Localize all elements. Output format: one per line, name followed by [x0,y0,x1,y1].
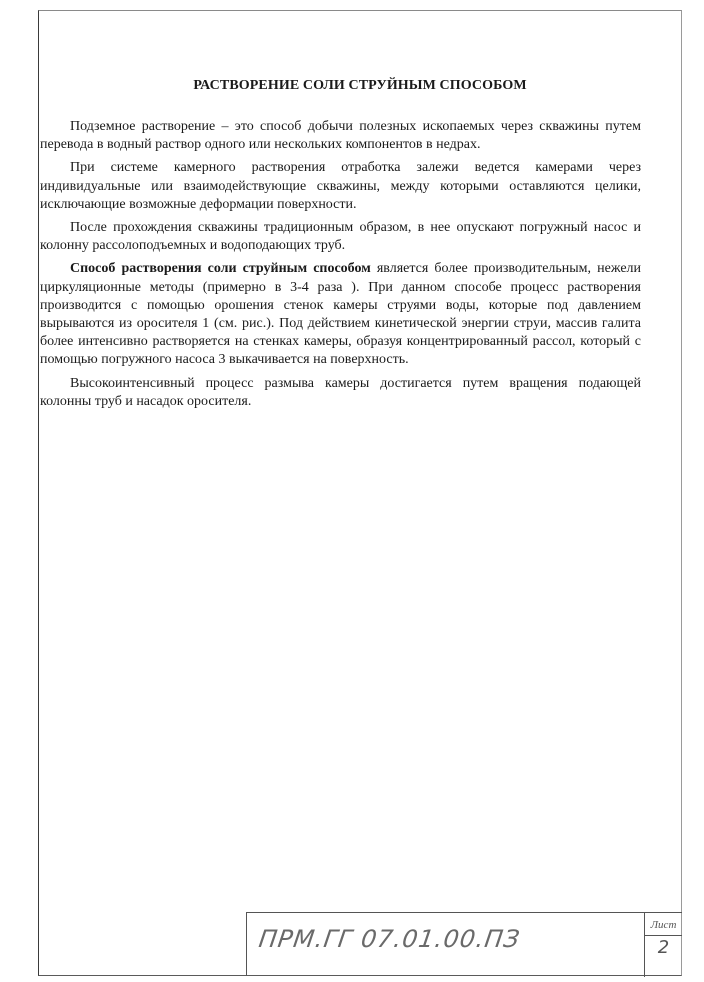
document-title: РАСТВОРЕНИЕ СОЛИ СТРУЙНЫМ СПОСОБОМ [193,78,527,93]
paragraph-4 [40,260,641,369]
title-block-stamp [246,912,682,976]
sheet-number: 2 [657,937,670,958]
paragraph-2: При системе камерного растворения отработка залежи ведется камерами через индивидуальные или взаимодействующие скважины, между которыми оставляются целики, исключающие возможные деформации поверхности. [40,160,641,212]
sheet-cell [644,913,682,977]
paragraph-4-text: является более производительным, нежели циркуляционные методы (примерно в 3-4 раза ). При данном способе процесс растворения производится с помощью орошения стенок камеры струями воды, которые под давлением вырываются из оросителя 1 (см. рис.). Под действием кинетической энергии струи, массив галита более интенсивно растворяется на стенках камеры, образуя концентрированный рассол, который с помощью погружного насоса 3 выкачивается на поверхность. [40,261,642,368]
sheet-label: Лист [645,915,682,936]
paragraph-4-bold-lead: Способ растворения соли струйным способом [70,261,371,277]
document-code: ПРМ.ГГ 07.01.00.ПЗ [257,925,523,953]
document-body [40,118,641,416]
paragraph-5: Высокоинтенсивный процесс размыва камеры достигается путем вращения подающей колонны труб и насадок оросителя. [40,375,641,409]
paragraph-1: Подземное растворение – это способ добычи полезных ископаемых через скважины путем перевода в водный раствор одного или нескольких компонентов в недрах. [40,119,641,153]
paragraph-3: После прохождения скважины традиционным образом, в нее опускают погружный насос и колонну рассолоподъемных и водоподающих труб. [40,220,641,254]
